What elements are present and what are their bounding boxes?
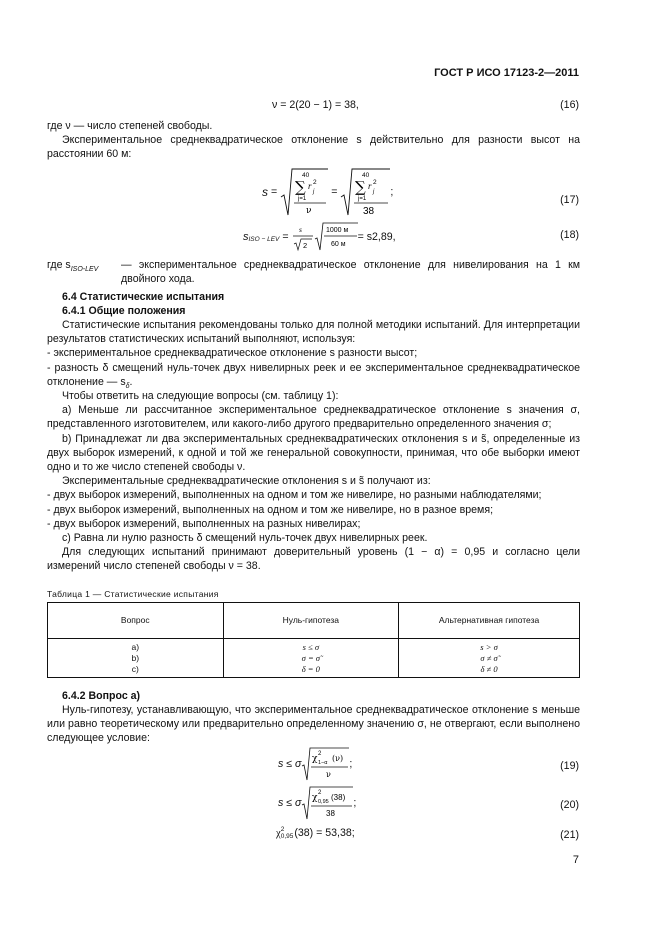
eq17-r-2: r [368, 181, 372, 191]
eq20-sqrt-frac [301, 785, 353, 821]
table-row [48, 639, 580, 678]
eq20-sup: 2 [318, 790, 322, 796]
paragraph-4: Для следующих испытаний принимают доверительный уровень (1 − α) = 0,95 и согласно цели измерений число степеней свободы ν = 38. [47, 546, 580, 573]
experimental-deviation-paragraph: Экспериментальное среднеквадратическое отклонение s действительно для разности высот на расстоянии 60 м: [47, 134, 580, 161]
equation-20: s ≤ σ χ 2 0,95 (38) 38 ; [278, 785, 356, 821]
eq17-sq-1: 2 [313, 179, 317, 186]
equation-17: s = 40 ∑ r 2 j j=1 ν = 40 ∑ r 2 j j=1 38 ; [262, 166, 393, 218]
eq18-sqrt-frac [314, 222, 358, 252]
section-6-4-heading: 6.4 Статистические испытания [62, 291, 225, 303]
eq17-lower-2: j=1 [358, 196, 367, 202]
eq17-38: 38 [363, 206, 375, 217]
table-header-row [48, 603, 580, 639]
list-item-2: - разность δ смещений нуль-точек двух нивелирных реек и ее экспериментальное среднеквадратическое отклонение — $s_\delta$. [47, 361, 580, 390]
equation-19: s ≤ σ χ 2 1−α (ν) ν ; [278, 746, 352, 782]
eq20-sub: 0,95 [318, 799, 330, 805]
eq19-sup: 2 [318, 751, 322, 757]
equation-21-number: (21) [560, 829, 579, 841]
eq17-j-2: j [373, 189, 375, 195]
eq18-rhs: = s2,89, [357, 230, 396, 243]
eq19-arg: (ν) [332, 754, 344, 763]
question-b: b) Принадлежат ли два экспериментальных среднеквадратических отклонения s и s̃, определенные из двух выборок измерений, к одной и той же генеральной совокупности, принимая, что обе выборки имеют одно и то же число степеней свободы ν. [47, 432, 580, 474]
question-a-paragraph: Нуль-гипотезу, устанавливающую, что экспериментальное среднеквадратическое отклонение s меньше или равно теоретическому или предварительно определенному значению σ, не отвергают, если выполнено следующее условие: [47, 704, 580, 745]
eq18-lhs: s [243, 230, 249, 243]
equation-21 [276, 826, 355, 841]
eq18-60: 60 м [330, 241, 346, 248]
eq17-upper-2: 40 [362, 172, 370, 179]
eq19-chi: χ [312, 754, 318, 764]
eq18-two: 2 [302, 241, 307, 250]
table-header-null-hypothesis: Нуль-гипотеза [223, 603, 399, 639]
equation-19-number: (19) [560, 760, 579, 772]
table-cell-questions: a) b) c) [48, 639, 224, 678]
eq20-arg: (38) [331, 793, 346, 802]
eq19-sqrt-frac [301, 746, 349, 782]
paragraph-2: Чтобы ответить на следующие вопросы (см. таблицу 1): [62, 390, 339, 403]
eq17-upper-1: 40 [302, 172, 310, 179]
eq20-chi: χ [312, 793, 318, 803]
eq19-lhs: s ≤ σ [278, 757, 302, 770]
table-caption: Таблица 1 — Статистические испытания [47, 589, 219, 599]
question-a: а) Меньше ли рассчитанное экспериментальное среднеквадратическое отклонение s значения σ, представленного изготовителем, или какого-либо другого предварительно определенного значения σ; [47, 404, 580, 431]
eq19-sub: 1−α [318, 760, 328, 766]
equation-18: s $_{ISO - LEV}$ = s 2 1000 м 60 м = s2,89, [243, 222, 396, 252]
dash-item-3: - двух выборок измерений, выполненных на разных нивелирах; [47, 517, 361, 530]
table-cell-null: s ≤ σ σ = σ̃ δ = 0 [223, 639, 399, 678]
where-siso-lead: где $s_{ISO-LEV}$ [47, 259, 99, 274]
eq20-den: 38 [326, 809, 336, 818]
eq18-frac-s-sqrt2 [292, 222, 314, 252]
table-header-question: Вопрос [48, 603, 224, 639]
eq20-lhs: s ≤ σ [278, 796, 302, 809]
eq19-den: ν [326, 770, 332, 779]
question-c: с) Равна ли нулю разность δ смещений нуль-точек двух нивелирных реек. [62, 532, 428, 545]
general-provisions-text [47, 318, 580, 574]
equation-20-number: (20) [560, 799, 579, 811]
eq17-j-1: j [313, 189, 315, 195]
section-6-4-2-heading: 6.4.2 Вопрос а) [62, 690, 141, 702]
dash-item-2: - двух выборок измерений, выполненных на одном и том же нивелире, но в разное время; [47, 503, 494, 516]
equation-16-number: (16) [560, 99, 579, 111]
eq18-s: s [298, 225, 302, 234]
paragraph-3: Экспериментальные среднеквадратические отклонения s и s̃ получают из: [62, 475, 431, 488]
equation-18-number: (18) [560, 229, 579, 241]
eq21-sub: 0,95 [280, 833, 294, 841]
dash-item-1: - двух выборок измерений, выполненных на одном и том же нивелире, но разными наблюдателями; [47, 489, 542, 502]
document-header: ГОСТ Р ИСО 17123-2—2011 [434, 67, 579, 79]
section-6-4-1-heading: 6.4.1 Общие положения [62, 305, 186, 317]
table-header-alternative-hypothesis: Альтернативная гипотеза [399, 603, 580, 639]
table-cell-alternative: s > σ σ ≠ σ̃ δ ≠ 0 [399, 639, 580, 678]
eq17-lower-1: j=1 [298, 196, 307, 202]
eq17-r-1: r [308, 181, 312, 191]
eq17-s: s [262, 184, 268, 199]
equation-16: ν = 2(20 − 1) = 38, [272, 99, 359, 111]
where-siso-text: — экспериментальное среднеквадратическое отклонение для нивелирования на 1 км двойного хода. [121, 259, 580, 286]
eq21-chi: χ [276, 828, 281, 839]
list-item-1: - экспериментальное среднеквадратическое отклонение s разности высот; [47, 347, 418, 360]
eq17-sqrt-frac-1 [280, 167, 328, 217]
eq17-nu: ν [306, 206, 312, 216]
equation-17-number: (17) [560, 194, 579, 206]
eq17-sqrt-frac-2 [340, 167, 390, 217]
eq17-sq-2: 2 [373, 179, 377, 186]
eq18-1000: 1000 м [325, 227, 348, 234]
statistical-tests-table [47, 602, 580, 678]
svg-text:∑: ∑ [295, 178, 306, 196]
eq21-rhs: (38) = 53,38; [294, 827, 355, 839]
page-number: 7 [572, 854, 579, 866]
where-nu-text: где ν — число степеней свободы. [47, 120, 213, 132]
eq21-sup: 2 [280, 826, 285, 834]
svg-text:∑: ∑ [355, 178, 367, 196]
paragraph-1: Статистические испытания рекомендованы только для полной методики испытаний. Для интерпретации результатов статистических испытаний выполняют, используя: [47, 319, 580, 346]
